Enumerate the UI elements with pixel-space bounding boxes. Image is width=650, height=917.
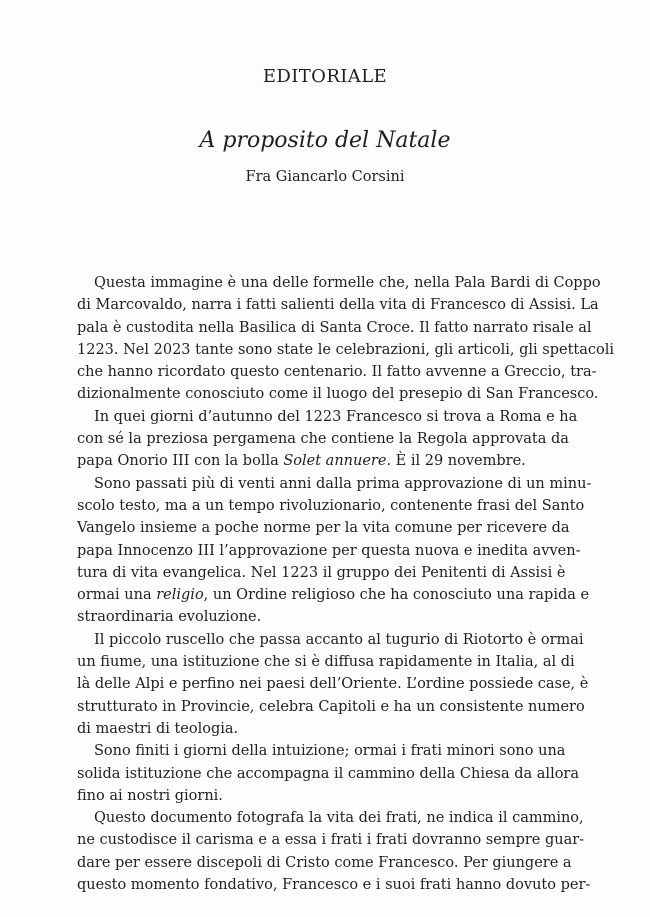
body-line: papa Innocenzo III l’approvazione per questa nuova e inedita avven- [77,542,581,559]
body-text-segment: . È il 29 novembre. [386,453,526,470]
body-text-segment: , un Ordine religioso che ha conosciuto una rapida e [203,587,590,604]
body-line: dizionalmente conosciuto come il luogo del presepio di San Francesco. [77,386,599,403]
body-line [77,584,590,606]
body-line: In quei giorni d’autunno del 1223 Francesco si trova a Roma e ha [94,408,578,425]
italic-term: religio [156,587,204,604]
body-line: Questa immagine è una delle formelle che, nella Pala Bardi di Coppo [94,275,601,291]
body-text-segment: ormai una [77,587,157,604]
body-line: tura di vita evangelica. Nel 1223 il gruppo dei Penitenti di Assisi è [77,564,566,581]
body-line: Sono finiti i giorni della intuizione; ormai i frati minori sono una [94,743,566,760]
italic-term: Solet annuere [283,453,387,470]
body-line: scolo testo, ma a un tempo rivoluzionario, contenente frasi del Santo [77,497,585,514]
article-body [77,272,615,896]
section-heading: EDITORIALE [262,66,388,87]
body-line: strutturato in Provincie, celebra Capitoli e ha un consistente numero [77,698,585,715]
body-line: ne custodisce il carisma e a essa i frati i frati dovranno sempre guar- [77,832,585,849]
body-line: con sé la preziosa pergamena che contiene la Regola approvata da [77,431,569,448]
body-line: dare per essere discepoli di Cristo come Francesco. Per giungere a [77,854,572,871]
body-line: Il piccolo ruscello che passa accanto al tugurio di Riotorto è ormai [94,631,584,648]
body-line: solida istituzione che accompagna il cammino della Chiesa da allora [77,765,580,782]
body-line: 1223. Nel 2023 tante sono state le celebrazioni, gli articoli, gli spettacoli [77,341,615,358]
body-line: pala è custodita nella Basilica di Santa Croce. Il fatto narrato risale al [77,319,592,336]
body-line: Vangelo insieme a poche norme per la vita comune per ricevere da [77,520,570,537]
body-line [77,450,558,472]
body-line: là delle Alpi e perfino nei paesi dell’Oriente. L’ordine possiede case, è [77,676,589,693]
body-line: straordinaria evoluzione. [77,609,262,626]
article-title: A proposito del Natale [199,128,451,153]
body-line: che hanno ricordato questo centenario. Il fatto avvenne a Greccio, tra- [77,364,597,381]
body-line: Sono passati più di venti anni dalla prima approvazione di un minu- [94,475,592,492]
body-line: fino ai nostri giorni. [77,787,223,804]
body-line: un fiume, una istituzione che si è diffusa rapidamente in Italia, al di [77,654,575,671]
body-line: questo momento fondativo, Francesco e i suoi frati hanno dovuto per- [77,877,591,894]
body-line: di maestri di teologia. [77,720,239,737]
body-line: di Marcovaldo, narra i fatti salienti della vita di Francesco di Assisi. La [77,297,599,314]
article-author: Fra Giancarlo Corsini [245,169,405,185]
body-text-segment: papa Onorio III con la bolla [77,453,284,470]
body-line: Questo documento fotografa la vita dei frati, ne indica il cammino, [94,810,584,827]
